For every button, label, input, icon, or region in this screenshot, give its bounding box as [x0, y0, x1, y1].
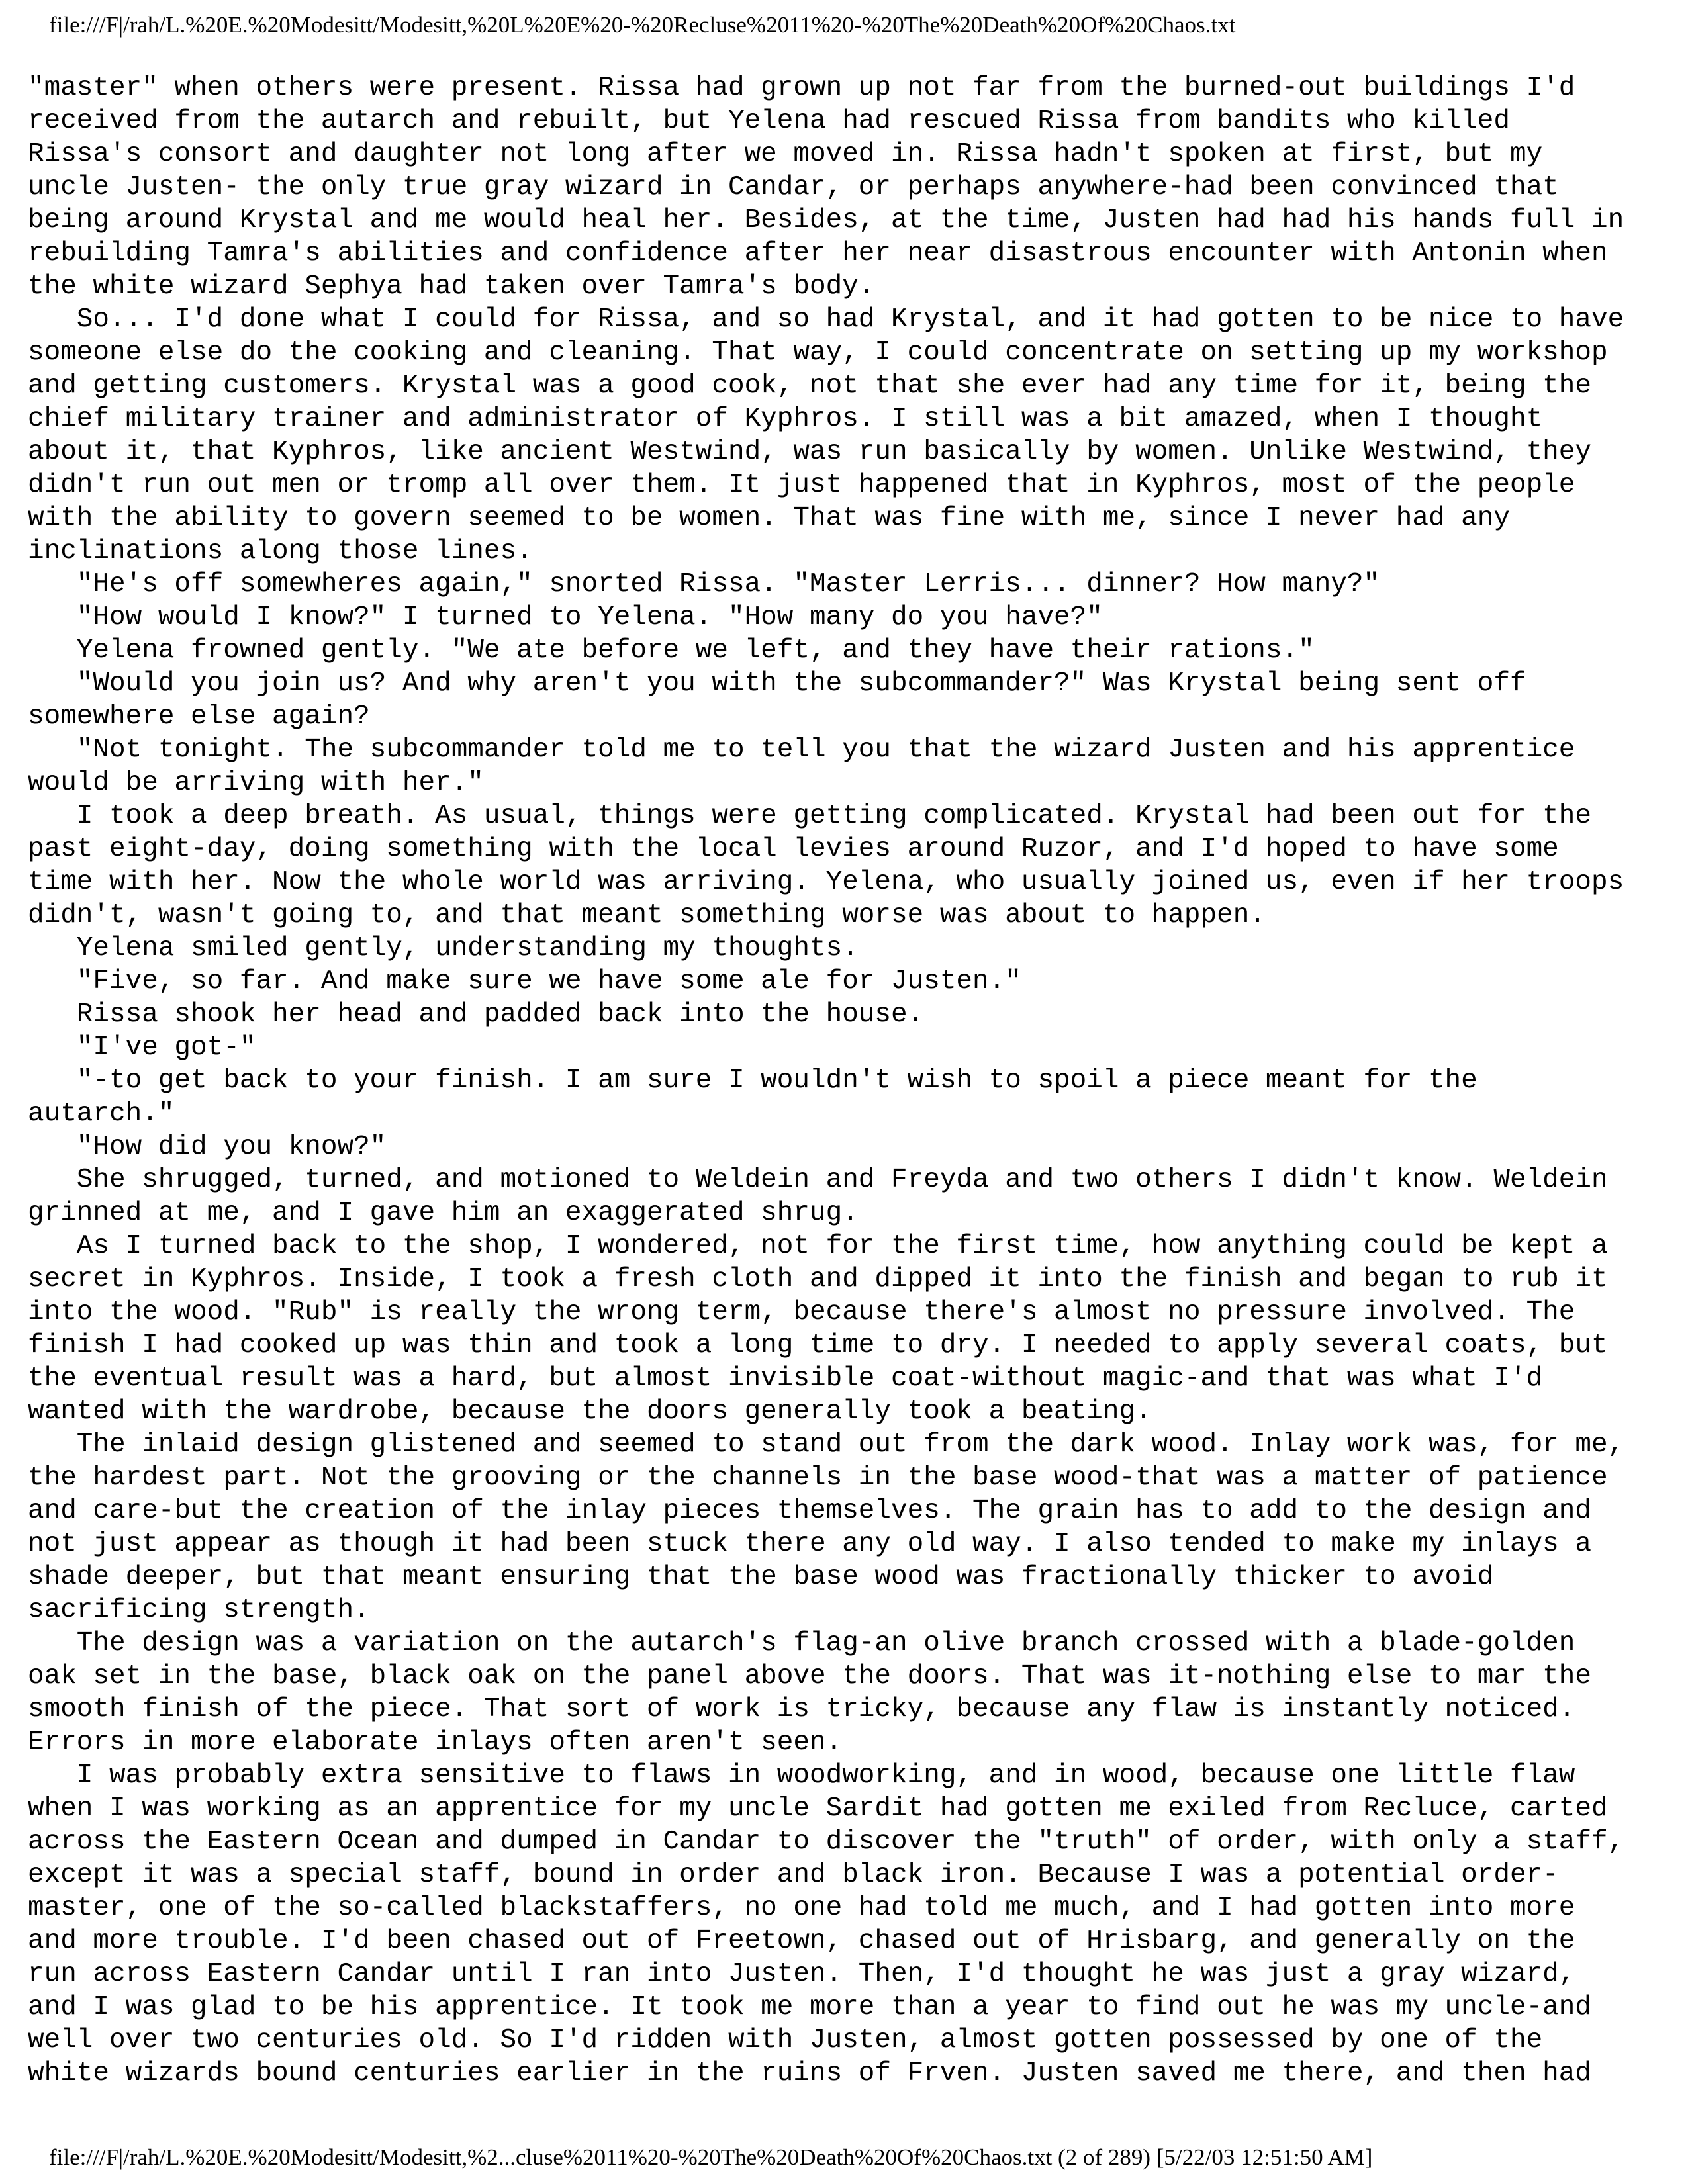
text-line: into the wood. "Rub" is really the wrong term, because there's almost no pressure involved. The: [28, 1297, 1575, 1328]
page-header-file-path: file:///F|/rah/L.%20E.%20Modesitt/Modesitt,%20L%20E%20-%20Recluse%2011%20-%20The%20Death%20Of%20Chaos.txt: [49, 12, 1236, 38]
text-line: As I turned back to the shop, I wondered, not for the first time, how anything could be kept a: [28, 1231, 1608, 1261]
text-line: oak set in the base, black oak on the panel above the doors. That was it-nothing else to mar the: [28, 1661, 1591, 1692]
text-line: being around Krystal and me would heal her. Besides, at the time, Justen had had his hands full in: [28, 205, 1624, 236]
text-line: She shrugged, turned, and motioned to Weldein and Freyda and two others I didn't know. Weldein: [28, 1165, 1608, 1195]
text-line: and I was glad to be his apprentice. It took me more than a year to find out he was my uncle-and: [28, 1992, 1591, 2023]
text-line: Yelena frowned gently. "We ate before we left, and they have their rations.": [28, 635, 1315, 666]
text-line: didn't run out men or tromp all over them. It just happened that in Kyphros, most of the people: [28, 470, 1575, 500]
text-line: didn't, wasn't going to, and that meant something worse was about to happen.: [28, 900, 1266, 931]
text-line: and more trouble. I'd been chased out of Freetown, chased out of Hrisbarg, and generally on the: [28, 1926, 1575, 1956]
text-line: "He's off somewheres again," snorted Rissa. "Master Lerris... dinner? How many?": [28, 569, 1380, 600]
text-line: sacrificing strength.: [28, 1595, 370, 1625]
text-line: master, one of the so-called blackstaffers, no one had told me much, and I had gotten into more: [28, 1893, 1575, 1923]
text-line: the white wizard Sephya had taken over Tamra's body.: [28, 271, 875, 302]
text-line: The inlaid design glistened and seemed to stand out from the dark wood. Inlay work was, for me,: [28, 1430, 1624, 1460]
text-line: with the ability to govern seemed to be women. That was fine with me, since I never had any: [28, 503, 1510, 533]
text-line: run across Eastern Candar until I ran into Justen. Then, I'd thought he was just a gray wizard,: [28, 1959, 1575, 1989]
text-line: I was probably extra sensitive to flaws in woodworking, and in wood, because one little flaw: [28, 1760, 1575, 1791]
text-line: the eventual result was a hard, but almost invisible coat-without magic-and that was what I'd: [28, 1363, 1543, 1394]
text-line: The design was a variation on the autarch's flag-an olive branch crossed with a blade-golden: [28, 1628, 1575, 1659]
text-line: when I was working as an apprentice for my uncle Sardit had gotten me exiled from Recluce, carted: [28, 1794, 1608, 1824]
text-line: "Five, so far. And make sure we have some ale for Justen.": [28, 966, 1021, 997]
text-line: "Not tonight. The subcommander told me to tell you that the wizard Justen and his apprentice: [28, 735, 1575, 765]
text-line: rebuilding Tamra's abilities and confidence after her near disastrous encounter with Antonin when: [28, 238, 1608, 269]
text-line: autarch.": [28, 1099, 175, 1129]
text-line: across the Eastern Ocean and dumped in Candar to discover the "truth" of order, with only a staff,: [28, 1827, 1624, 1857]
text-line: about it, that Kyphros, like ancient Westwind, was run basically by women. Unlike Westwind, they: [28, 437, 1591, 467]
text-line: not just appear as though it had been stuck there any old way. I also tended to make my inlays a: [28, 1529, 1591, 1559]
text-line: "-to get back to your finish. I am sure I wouldn't wish to spoil a piece meant for the: [28, 1066, 1477, 1096]
text-line: past eight-day, doing something with the local levies around Ruzor, and I'd hoped to have some: [28, 834, 1559, 864]
text-line: I took a deep breath. As usual, things were getting complicated. Krystal had been out for the: [28, 801, 1591, 831]
text-line: and getting customers. Krystal was a good cook, not that she ever had any time for it, being the: [28, 371, 1591, 401]
text-line: somewhere else again?: [28, 702, 370, 732]
text-line: "Would you join us? And why aren't you with the subcommander?" Was Krystal being sent off: [28, 668, 1526, 699]
text-line: chief military trainer and administrator of Kyphros. I still was a bit amazed, when I thought: [28, 404, 1543, 434]
text-line: grinned at me, and I gave him an exaggerated shrug.: [28, 1198, 859, 1228]
text-line: someone else do the cooking and cleaning. That way, I could concentrate on setting up my workshop: [28, 338, 1608, 368]
text-line: and care-but the creation of the inlay pieces themselves. The grain has to add to the design and: [28, 1496, 1591, 1526]
text-line: uncle Justen- the only true gray wizard in Candar, or perhaps anywhere-had been convinced that: [28, 172, 1559, 203]
text-line: wanted with the wardrobe, because the doors generally took a beating.: [28, 1396, 1152, 1427]
page-footer-file-path: file:///F|/rah/L.%20E.%20Modesitt/Modesitt,%2...cluse%2011%20-%20The%20Death%20Of%20Chaos.txt (2 of 289) [5/22/03 12:51:50 AM]: [49, 2144, 1373, 2170]
text-line: "I've got-": [28, 1032, 256, 1063]
text-line: inclinations along those lines.: [28, 536, 533, 567]
text-line: "master" when others were present. Rissa had grown up not far from the burned-out buildings I'd: [28, 73, 1575, 103]
text-line: "How did you know?": [28, 1132, 387, 1162]
document-body: [28, 71, 1663, 2089]
text-line: received from the autarch and rebuilt, but Yelena had rescued Rissa from bandits who killed: [28, 106, 1510, 136]
text-line: Rissa shook her head and padded back into the house.: [28, 999, 924, 1030]
text-line: would be arriving with her.": [28, 768, 484, 798]
text-line: So... I'd done what I could for Rissa, and so had Krystal, and it had gotten to be nice to have: [28, 304, 1624, 335]
text-line: white wizards bound centuries earlier in the ruins of Frven. Justen saved me there, and then had: [28, 2058, 1591, 2089]
text-line: smooth finish of the piece. That sort of work is tricky, because any flaw is instantly noticed.: [28, 1694, 1575, 1725]
text-line: Rissa's consort and daughter not long after we moved in. Rissa hadn't spoken at first, but my: [28, 139, 1543, 169]
text-line: secret in Kyphros. Inside, I took a fresh cloth and dipped it into the finish and began to rub it: [28, 1264, 1608, 1295]
text-line: well over two centuries old. So I'd ridden with Justen, almost gotten possessed by one of the: [28, 2025, 1543, 2056]
text-line: the hardest part. Not the grooving or the channels in the base wood-that was a matter of patience: [28, 1463, 1608, 1493]
text-line: shade deeper, but that meant ensuring that the base wood was fractionally thicker to avoid: [28, 1562, 1494, 1592]
text-line: "How would I know?" I turned to Yelena. "How many do you have?": [28, 602, 1103, 633]
text-line: except it was a special staff, bound in order and black iron. Because I was a potential order-: [28, 1860, 1559, 1890]
text-line: time with her. Now the whole world was arriving. Yelena, who usually joined us, even if her troops: [28, 867, 1624, 897]
text-line: Errors in more elaborate inlays often aren't seen.: [28, 1727, 843, 1758]
text-line: Yelena smiled gently, understanding my thoughts.: [28, 933, 859, 964]
text-line: finish I had cooked up was thin and took a long time to dry. I needed to apply several coats, but: [28, 1330, 1608, 1361]
